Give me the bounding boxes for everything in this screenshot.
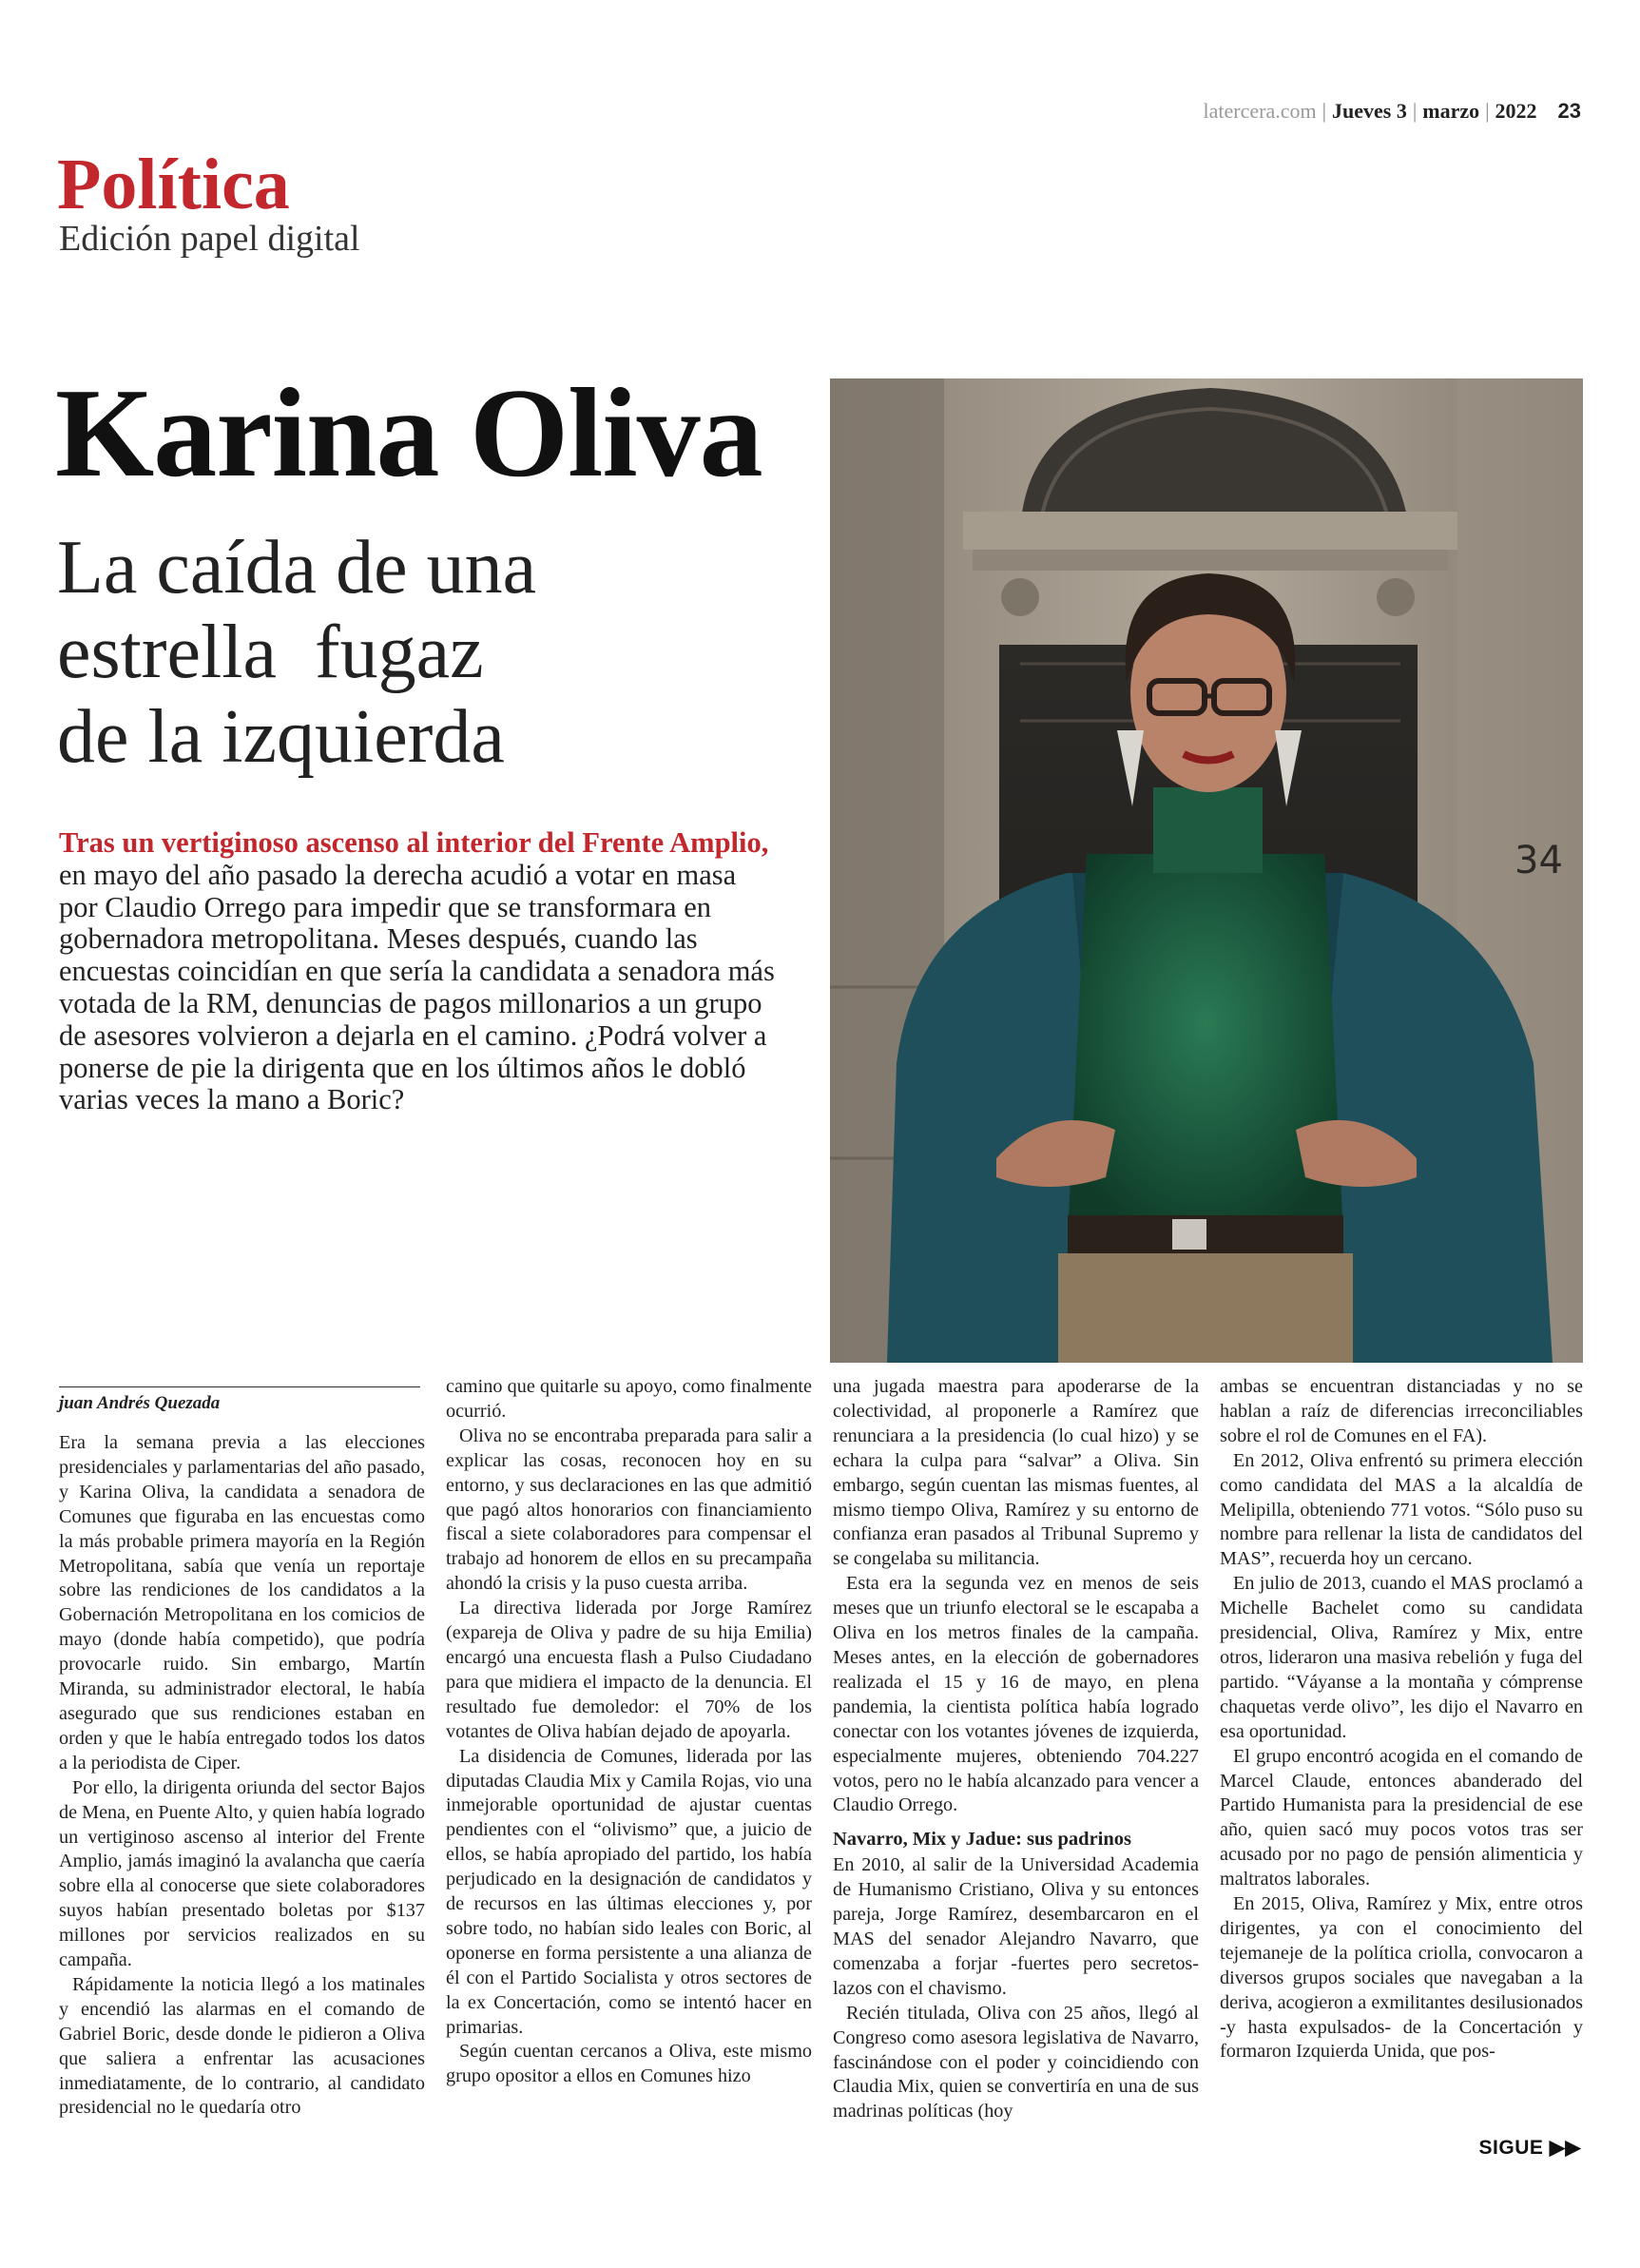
body-paragraph: En 2010, al salir de la Universidad Academia de Humanismo Cristiano, Oliva y su entonces pareja, Jorge Ramírez, desembarcaron en el MAS del senador Alejandro Navarro, que comenzaba a forjar -fuertes pero secretos- lazos con el chavismo. (833, 1854, 1199, 1999)
headline: Karina Oliva (55, 362, 762, 503)
body-paragraph: En 2015, Oliva, Ramírez y Mix, entre otros dirigentes, ya con el conocimiento del tejemaneje de la política criolla, convocaron a diversos grupos sociales que navegaban a la deriva, acogieron a exmilitantes desilusionados -y hasta expulsados- de la Concertación y formaron Izquierda Unida, que pos- (1220, 1893, 1583, 2063)
body-paragraph: Oliva no se encontraba preparada para salir a explicar las cosas, reconocen hoy en su entorno, y sus declaraciones en las que admitió que pagó altos honorarios con financiamiento fiscal a siete colaboradores para compensar el trabajo ad honorem de ellos en su precampaña ahondó la crisis y la puso cuesta arriba. (446, 1425, 812, 1595)
body-paragraph: Rápidamente la noticia llegó a los matinales y encendió las alarmas en el comando de Gabriel Boric, desde donde le pidieron a Oliva que saliera a enfrentar las acusaciones inmediatamente, de lo contrario, al candidato presidencial no le quedaría otro (59, 1973, 425, 2119)
body-paragraph: La directiva liderada por Jorge Ramírez (expareja de Oliva y padre de su hija Emilia) encargó una encuesta flash a Pulso Ciudadano para que midiera el impacto de la denuncia. El resultado fue demoledor: el 70% de los votantes de Oliva habían dejado de apoyarla. (446, 1598, 812, 1742)
byline: juan Andrés Quezada (59, 1386, 420, 1414)
body-paragraph: Era la semana previa a las elecciones presidenciales y parlamentarias del año pasado, y Karina Oliva, la candidata a senadora de Comunes que figuraba en las encuestas como la más probable primera mayoría en la Región Metropolitana, sabía que venía un reportaje sobre las rendiciones de los candidatos a la Gobernación Metropolitana en los comicios de mayo (donde había competido), que podría provocarle ruido. Sin embargo, Martín Miranda, su administrador electoral, le había asegurado que sus rendiciones estaban en orden y que le había entregado todos los datos a la periodista de Ciper. (59, 1432, 425, 1774)
body-paragraph: La disidencia de Comunes, liderada por las diputadas Claudia Mix y Camila Rojas, vio una inmejorable oportunidad de ajustar cuentas pendientes con el “olivismo” que, a juicio de ellos, se había apropiado del partido, los había perjudicado en la designación de candidatos y de recursos en las últimas elecciones y, por sobre todo, no habían sido leales con Boric, al oponerse en forma persistente a una alianza de él con el Partido Socialista y otros sectores de la ex Concertación, como se intentó hacer en primarias. (446, 1745, 812, 2038)
issue-year: 2022 (1495, 99, 1537, 123)
body-paragraph: Según cuentan cercanos a Oliva, este mismo grupo opositor a ellos en Comunes hizo (446, 2041, 812, 2087)
subhead-line: de la izquierda (57, 695, 505, 779)
lede-highlight: Tras un vertiginoso ascenso al interior del Frente Amplio, (59, 826, 769, 859)
subheadline (57, 526, 799, 780)
edition-label: Edición papel digital (59, 219, 360, 259)
issue-month: marzo (1422, 99, 1480, 123)
body-paragraph: Recién titulada, Oliva con 25 años, llegó al Congreso como asesora legislativa de Navarro, fascinándose con el poder y coincidiendo con Claudia Mix, quien se convertiría en una de sus madrinas políticas (hoy (833, 2002, 1199, 2123)
svg-text:34: 34 (1515, 839, 1563, 882)
body-column-1 (59, 1431, 425, 2121)
body-column-3 (833, 1375, 1199, 2124)
body-paragraph: ambas se encuentran distanciadas y no se hablan a raíz de diferencias irreconciliables sobre el rol de Comunes en el FA). (1220, 1376, 1583, 1446)
lede-text: en mayo del año pasado la derecha acudió a votar en masa por Claudio Orrego para impedir que se transformara en gobernadora metropolitana. Meses después, cuando las encuestas coincidían en que sería la candidata a senadora más votada de la RM, denuncias de pagos millonarios a un grupo de asesores volvieron a dejarla en el camino. ¿Podrá volver a ponerse de pie la dirigenta que en los últimos años le dobló varias veces la mano a Boric? (59, 858, 775, 1116)
body-paragraph: Por ello, la dirigenta oriunda del sector Bajos de Mena, en Puente Alto, y quien había logrado un vertiginoso ascenso al interior del Frente Amplio, jamás imaginó la avalancha que caería sobre ella al conocerse que siete colaboradores suyos habían presentado boletas por $137 millones por servicios realizados en su campaña. (59, 1776, 425, 1971)
masthead: latercera.com | Jueves 3 | marzo | 2022 23 (1203, 99, 1581, 123)
body-column-2 (446, 1375, 812, 2089)
body-paragraph: En 2012, Oliva enfrentó su primera elección como candidata del MAS a la alcaldía de Melipilla, obteniendo 771 votos. “Sólo puso su nombre para rellenar la lista de candidatos del MAS”, recuerda hoy un cercano. (1220, 1449, 1583, 1570)
body-paragraph: El grupo encontró acogida en el comando de Marcel Claude, entonces abanderado del Partido Humanista para la presidencial de ese año, quien sacó muy pocos votos tras ser acusado por no pago de pensión alimenticia y maltratos laborales. (1220, 1745, 1583, 1890)
section-subheading: Navarro, Mix y Jadue: sus padrinos (833, 1829, 1131, 1851)
lede-paragraph (59, 827, 781, 1116)
subhead-line: estrella fugaz (57, 611, 484, 694)
body-paragraph: Esta era la segunda vez en menos de seis meses que un triunfo electoral se le escapaba a Oliva en los metros finales de la campaña. Meses antes, en la elección de gobernadores realizada el 15 y 16 de mayo, en plena pandemia, la cientista política había logrado conectar con los votantes jóvenes de izquierda, especialmente mujeres, obteniendo 704.227 votos, pero no le había alcanzado para vencer a Claudio Orrego. (833, 1573, 1199, 1816)
body-column-4 (1220, 1375, 1583, 2064)
body-paragraph: una jugada maestra para apoderarse de la colectividad, al proponerle a Ramírez que renunciara a la presidencia (lo cual hizo) y se echara la culpa para “salvar” a Oliva. Sin embargo, según cuentan las mismas fuentes, al mismo tiempo Oliva, Ramírez y su entorno de confianza eran pasados al Tribunal Supremo y se congelaba su militancia. (833, 1376, 1199, 1570)
body-paragraph: En julio de 2013, cuando el MAS proclamó a Michelle Bachelet como su candidata presidencial, Oliva, Ramírez y Mix, entre otros, lideraron una masiva rebelión y fuga del partido. “Váyanse a la montaña y cómprense chaquetas verde olivo”, les dijo el Navarro en esa oportunidad. (1220, 1573, 1583, 1742)
portrait-photo (830, 378, 1583, 1363)
page-number: 23 (1557, 99, 1581, 123)
issue-day: Jueves 3 (1332, 99, 1407, 123)
site-name: latercera.com (1203, 99, 1317, 123)
portrait-illustration (830, 378, 1583, 1363)
body-paragraph: camino que quitarle su apoyo, como finalmente ocurrió. (446, 1376, 812, 1422)
section-title: Política (57, 145, 290, 224)
continues-marker: SIGUE ▶▶ (1478, 2137, 1581, 2159)
subhead-line: La caída de una (57, 526, 537, 610)
